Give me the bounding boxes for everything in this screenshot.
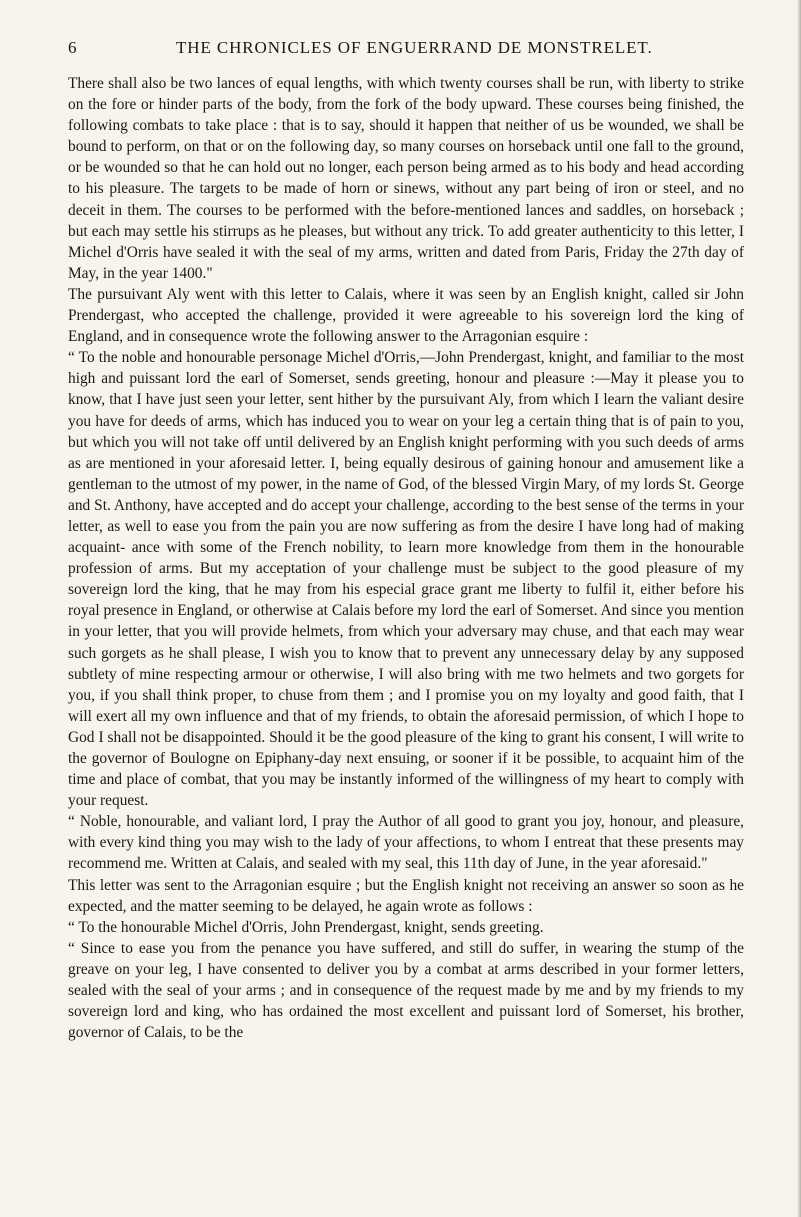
- page-number: 6: [68, 38, 78, 57]
- paragraph: “ Noble, honourable, and valiant lord, I pray the Author of all good to grant you joy, honour, and pleasure, with every kind thing you may wish to the lady of your affections, to whom I entreat that these presents may recommend me. Written at Calais, and sealed with my seal, this 11th day of June, in the year aforesaid.": [68, 813, 744, 873]
- page-edge-shadow: [797, 0, 801, 1217]
- paragraph: This letter was sent to the Arragonian esquire ; but the English knight not receiving an answer so soon as he expected, and the matter seeming to be delayed, he again wrote as follows :: [68, 876, 744, 915]
- paragraph: The pursuivant Aly went with this letter to Calais, where it was seen by an English knight, called sir John Prendergast, who accepted the challenge, provided it were agreeable to his sovereign lord the king of England, and in consequence wrote the following answer to the Arragonian esquire :: [68, 285, 744, 346]
- page-header: [68, 38, 748, 60]
- paragraph: “ To the honourable Michel d'Orris, John Prendergast, knight, sends greeting.: [68, 918, 544, 936]
- running-title: THE CHRONICLES OF ENGUERRAND DE MONSTRELET.: [176, 38, 653, 57]
- body-text: [68, 73, 744, 1043]
- paragraph: “ Since to ease you from the penance you have suffered, and still do suffer, in wearing the stump of the greave on your leg, I have consented to deliver you by a combat at arms described in your former letters, sealed with the seal of your arms ; and in consequence of the request made by me and by my friends to my sovereign lord and king, who has ordained the most excellent and puissant lord of Somerset, his brother, governor of Calais, to be the: [68, 939, 744, 1042]
- paragraph: There shall also be two lances of equal lengths, with which twenty courses shall be run, with liberty to strike on the fore or hinder parts of the body, from the fork of the body upward. These courses being finished, the following combats to take place : that is to say, should it happen that neither of us be wounded, we shall be bound to perform, on that or on the following day, so many courses on horseback until one fall to the ground, or be wounded so that he can hold out no longer, each person being armed as to his body and head according to his pleasure. The targets to be made of horn or sinews, without any part being of iron or steel, and no deceit in them. The courses to be performed with the before-mentioned lances and saddles, on horseback ; but each may settle his stirrups as he pleases, but without any trick. To add greater authenticity to this letter, I Michel d'Orris have sealed it with the seal of my arms, written and dated from Paris, Friday the 27th day of May, in the year 1400.": [68, 75, 744, 282]
- paragraph: “ To the noble and honourable personage Michel d'Orris,—John Prendergast, knight, and familiar to the most high and puissant lord the earl of Somerset, sends greeting, honour and pleasure :—May it please you to know, that I have just seen your letter, sent hither by the pursuivant Aly, from which I learn the valiant desire you have for deeds of arms, which has induced you to wear on your leg a certain thing that is of pain to you, but which you will not take off until delivered by an English knight performing with you such deeds of arms as are mentioned in your aforesaid letter. I, being equally desirous of gaining honour and amusement like a gentleman to the utmost of my power, in the name of God, of the blessed Virgin Mary, of my lords St. George and St. Anthony, have accepted and do accept your challenge, according to the best sense of the terms in your letter, as well to ease you from the pain you are now suffering as from the desire I have long had of making acquaint- ance with some of the French nobility, to learn more knowledge from them in the honourable profession of arms. But my acceptation of your challenge must be subject to the good pleasure of my sovereign lord the king, that he may from his especial grace grant me liberty to fulfil it, either before his royal presence in England, or otherwise at Calais before my lord the earl of Somerset. And since you mention in your letter, that you will provide helmets, from which your adversary may chuse, and that each may wear such gorgets as he shall please, I wish you to know that to prevent any unnecessary delay by any supposed subtlety of mine respecting armour or otherwise, I will also bring with me two helmets and two gorgets for you, if you shall think proper, to chuse from them ; and I promise you on my loyalty and good faith, that I will exert all my own influence and that of my friends, to obtain the aforesaid permission, of which I hope to God I shall not be disappointed. Should it be the good pleasure of the king to grant his consent, I will write to the governor of Boulogne on Epiphany-day next ensuing, or sooner if it be possible, to acquaint him of the time and place of combat, that you may be instantly informed of the willingness of my heart to comply with your request.: [68, 349, 744, 810]
